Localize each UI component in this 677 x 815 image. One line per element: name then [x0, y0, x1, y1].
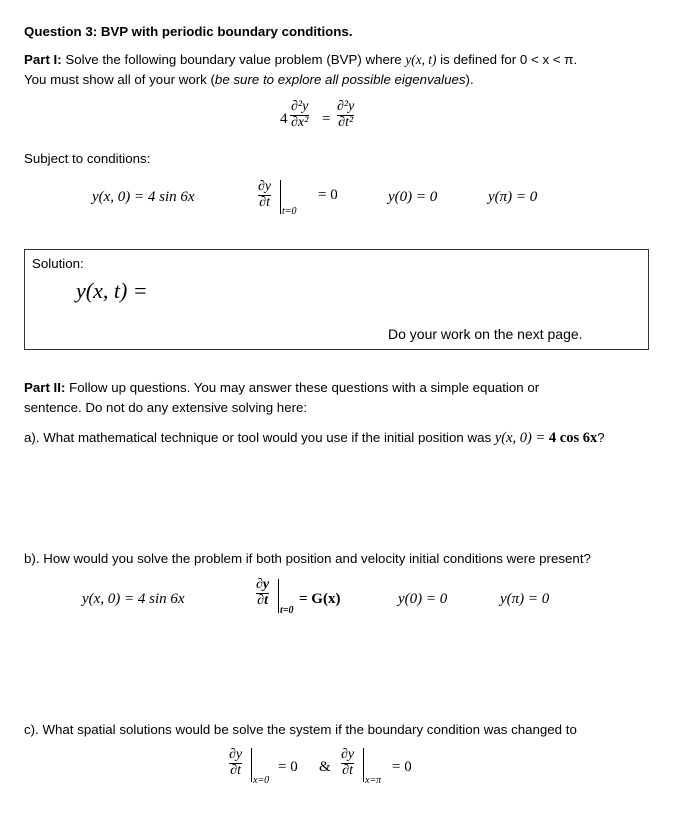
part2-text1: Follow up questions. You may answer these questions with a simple equation or	[69, 380, 540, 395]
question-b-right-boundary: y(π) = 0	[500, 591, 550, 607]
part1-line2-a: You must show all of your work (	[24, 72, 215, 87]
condition-velocity-fraction	[257, 180, 272, 210]
pde-lhs-fraction	[290, 100, 309, 130]
question-a-end: ?	[597, 430, 605, 445]
question-a	[24, 430, 605, 447]
part2-line1	[24, 380, 539, 396]
question-a-bold-math: 4 cos 6x	[548, 430, 598, 446]
condition-velocity-rhs: = 0	[318, 187, 338, 203]
question-c-d2-den: ∂t	[342, 762, 353, 778]
question-b-velocity-fraction	[255, 578, 270, 608]
question-b-initial-position: y(x, 0) = 4 sin 6x	[82, 591, 185, 607]
question-b-left-boundary: y(0) = 0	[398, 591, 448, 607]
eval-bar	[363, 748, 364, 782]
part1-line2	[24, 72, 474, 88]
conditions-label: Subject to conditions:	[24, 151, 151, 166]
question-c-d2-num: ∂y	[341, 747, 355, 762]
condition-velocity-sub: t=0	[282, 206, 297, 217]
pde-rhs-num: ∂²y	[337, 99, 355, 114]
condition-right-boundary: y(π) = 0	[488, 189, 538, 205]
solution-note: Do your work on the next page.	[388, 326, 583, 342]
question-c-d1-den: ∂t	[230, 762, 241, 778]
pde-rhs-den: ∂t²	[338, 114, 354, 130]
condition-initial-position: y(x, 0) = 4 sin 6x	[92, 189, 195, 205]
question-c-d2-rhs: = 0	[392, 759, 412, 775]
part1-line2-b: ).	[465, 72, 474, 87]
question-a-math: y(x, 0) =	[494, 430, 549, 446]
eval-bar	[278, 579, 279, 613]
part2-line2: sentence. Do not do any extensive solving here:	[24, 400, 308, 415]
eval-bar	[251, 748, 252, 782]
solution-expression: y(x, t) =	[76, 278, 148, 303]
pde-lhs-den: ∂x²	[291, 114, 309, 130]
part1-domain: is defined for 0 < x < π.	[436, 52, 578, 67]
question-c-d1-fraction	[228, 748, 243, 778]
question-c: c). What spatial solutions would be solve the system if the boundary condition was changed to	[24, 722, 577, 737]
question-a-text: a). What mathematical technique or tool would you use if the initial position was	[24, 430, 495, 445]
condition-velocity-num: ∂y	[258, 179, 272, 194]
part1-label: Part I:	[24, 52, 62, 67]
question-b-velocity-rhs: = G(x)	[299, 591, 341, 607]
question-c-d2-sub: x=π	[365, 775, 382, 786]
question-c-d1-num: ∂y	[229, 747, 243, 762]
part1-math: y(x, t)	[405, 52, 437, 67]
question-c-d2-fraction	[340, 748, 355, 778]
question-b-velocity-sub: t=0	[280, 605, 294, 616]
question-c-ampersand: &	[319, 759, 331, 775]
question-title: Question 3: BVP with periodic boundary conditions.	[24, 24, 353, 39]
pde-equals: =	[322, 111, 331, 127]
pde-coef: 4	[280, 111, 288, 127]
part1-line1	[24, 52, 577, 68]
condition-left-boundary: y(0) = 0	[388, 189, 438, 205]
eval-bar	[280, 180, 281, 214]
question-b-velocity-den: ∂t	[257, 592, 268, 608]
pde-lhs-num: ∂²y	[291, 99, 309, 114]
part1-text: Solve the following boundary value problem (BVP) where	[65, 52, 406, 67]
part1-line2-italic: be sure to explore all possible eigenvalues	[214, 72, 466, 87]
question-c-d1-rhs: = 0	[278, 759, 298, 775]
pde-rhs-fraction	[336, 100, 355, 130]
question-b: b). How would you solve the problem if both position and velocity initial conditions were present?	[24, 551, 591, 566]
question-b-velocity-num: ∂y	[256, 577, 270, 592]
solution-label: Solution:	[32, 256, 84, 271]
question-c-d1-sub: x=0	[253, 775, 270, 786]
part2-label: Part II:	[24, 380, 66, 395]
condition-velocity-den: ∂t	[259, 194, 270, 210]
